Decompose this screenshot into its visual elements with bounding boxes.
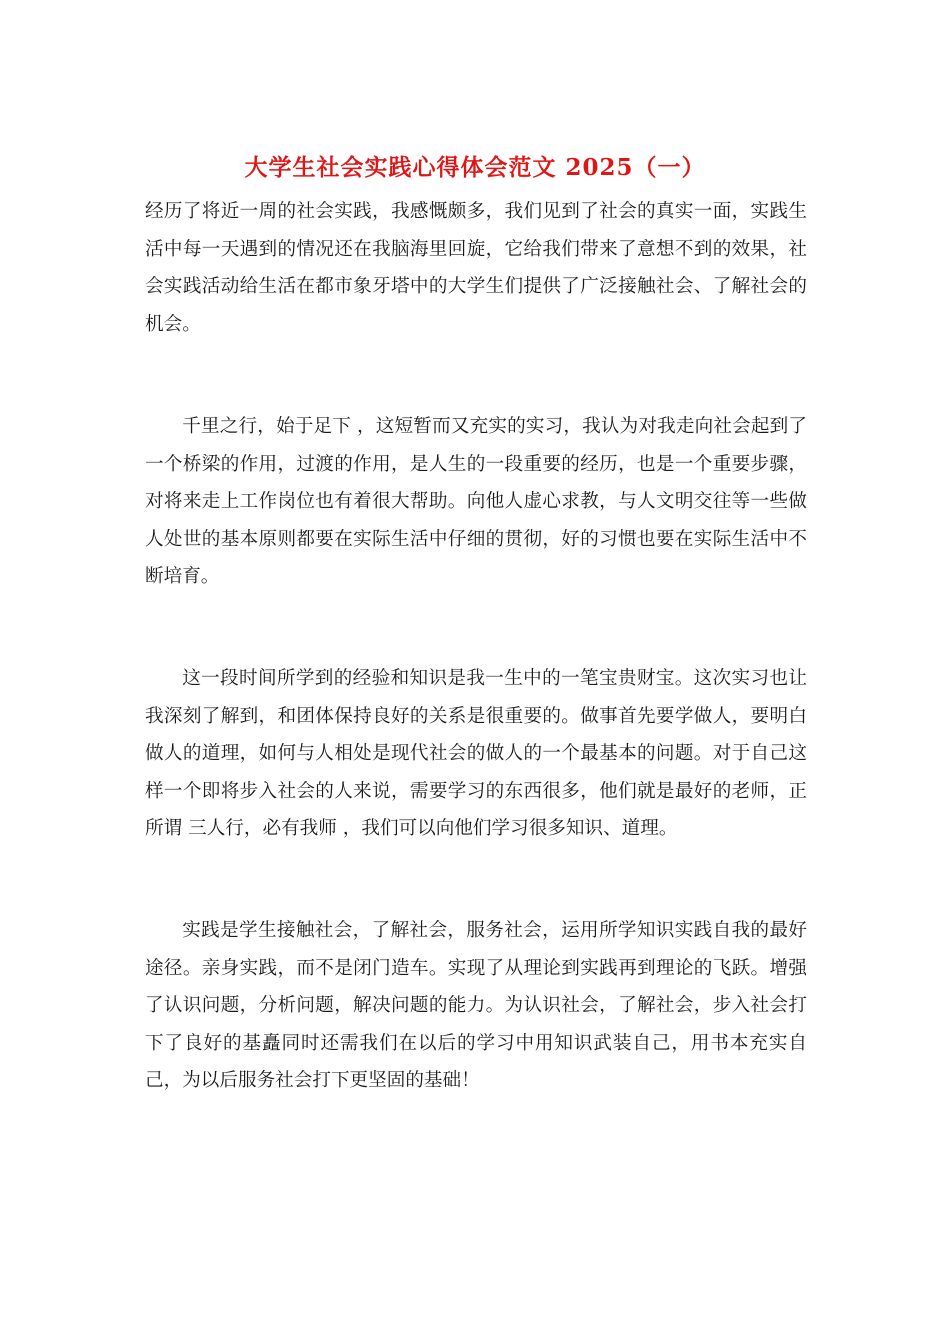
document-title: 大学生社会实践心得体会范文 2025（一）: [244, 154, 706, 181]
paragraph-3: 这一段时间所学到的经验和知识是我一生中的一笔宝贵财宝。这次实习也让我深刻了解到，和团体保持良好的关系是很重要的。做事首先要学做人，要明白做人的道理，如何与人相处是现代社会的做人的一个最基本的问题。对于自己这样一个即将步入社会的人来说，需要学习的东西很多，他们就是最好的老师，正所谓 三人行，必有我师 ，我们可以向他们学习很多知识、道理。: [145, 668, 807, 839]
paragraph-1: 经历了将近一周的社会实践，我感慨颇多，我们见到了社会的真实一面，实践生活中每一天遇到的情况还在我脑海里回旋，它给我们带来了意想不到的效果，社会实践活动给生活在都市象牙塔中的大学生们提供了广泛接触社会、了解社会的机会。: [145, 201, 807, 335]
paragraph-2: 千里之行，始于足下 ，这短暂而又充实的实习，我认为对我走向社会起到了一个桥梁的作用，过渡的作用，是人生的一段重要的经历，也是一个重要步骤，对将来走上工作岗位也有着很大帮助。向他人虚心求教，与人文明交往等一些做人处世的基本原则都要在实际生活中仔细的贯彻，好的习惯也要在实际生活中不断培育。: [145, 416, 807, 587]
paragraph-4: 实践是学生接触社会，了解社会，服务社会，运用所学知识实践自我的最好途径。亲身实践，而不是闭门造车。实现了从理论到实践再到理论的飞跃。增强了认识问题，分析问题，解决问题的能力。为认识社会，了解社会，步入社会打下了良好的基矗同时还需我们在以后的学习中用知识武装自己，用书本充实自己，为以后服务社会打下更坚固的基础！: [145, 920, 807, 1091]
